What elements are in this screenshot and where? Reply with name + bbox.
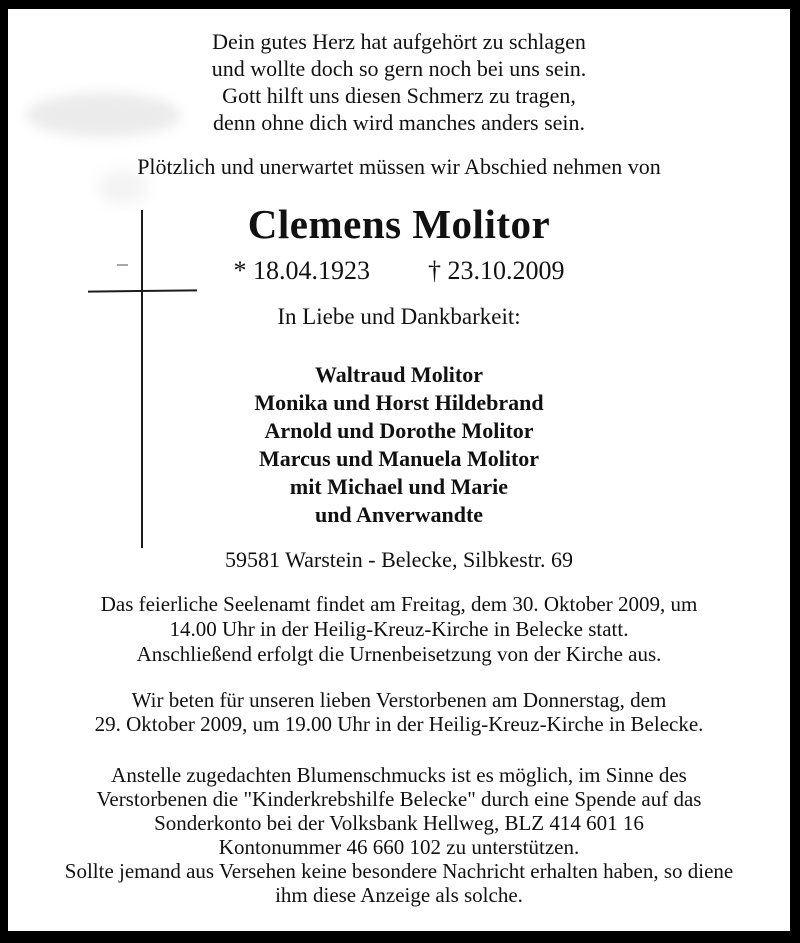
donation-info-line: Verstorbenen die "Kinderkrebshilfe Belecke" durch eine Spende auf das <box>96 787 702 811</box>
mourner-name: Arnold und Dorothe Molitor <box>264 418 534 443</box>
poem-line: Dein gutes Herz hat aufgehört zu schlagen <box>212 29 586 54</box>
service-info-line: 14.00 Uhr in der Heilig-Kreuz-Kirche in Belecke statt. <box>169 617 629 641</box>
poem-line: denn ohne dich wird manches anders sein. <box>212 110 586 135</box>
donation-info-line: Sollte jemand aus Versehen keine besondere Nachricht erhalten haben, so diene <box>64 859 734 883</box>
funeral-service-info <box>8 592 790 667</box>
poem-line: und wollte doch so gern noch bei uns sein. <box>211 56 587 81</box>
donation-info-line: ihm diese Anzeige als solche. <box>275 883 523 907</box>
birth-date: * 18.04.1923 <box>233 256 370 285</box>
prayer-info-line: 29. Oktober 2009, um 19.00 Uhr in der Heilig-Kreuz-Kirche in Belecke. <box>94 712 704 736</box>
notice-content <box>8 28 790 907</box>
donation-info-line: Anstelle zugedachten Blumenschmucks ist es möglich, im Sinne des <box>111 763 687 787</box>
donation-info-line: Sonderkonto bei der Volksbank Hellweg, BLZ 414 601 16 <box>154 811 644 835</box>
family-address: 59581 Warstein - Belecke, Silbkestr. 69 <box>225 547 573 572</box>
mourner-name: Monika und Horst Hildebrand <box>254 390 544 415</box>
salutation: In Liebe und Dankbarkeit: <box>277 304 521 329</box>
prayer-info-line: Wir beten für unseren lieben Verstorbenen am Donnerstag, dem <box>131 688 667 712</box>
prayer-info <box>8 688 790 736</box>
announcement-intro: Plötzlich und unerwartet müssen wir Abschied nehmen von <box>137 154 661 179</box>
scan-dash-artifact <box>117 264 128 266</box>
poem-line: Gott hilft uns diesen Schmerz zu tragen, <box>222 83 576 108</box>
service-info-line: Das feierliche Seelenamt findet am Freitag, dem 30. Oktober 2009, um <box>100 592 698 616</box>
life-dates <box>8 256 790 286</box>
notice-sheet <box>8 9 790 931</box>
mourners-list <box>8 361 790 529</box>
donation-info <box>8 763 790 907</box>
mourner-name: Waltraud Molitor <box>314 362 484 387</box>
cross-vertical-bar <box>141 210 143 548</box>
deceased-name: Clemens Molitor <box>247 201 551 247</box>
mourner-name: Marcus und Manuela Molitor <box>258 446 540 471</box>
donation-info-line: Kontonummer 46 660 102 zu unterstützen. <box>218 835 580 859</box>
mourner-name: und Anverwandte <box>314 502 484 527</box>
mourner-name: mit Michael und Marie <box>289 474 509 499</box>
memorial-poem <box>8 28 790 136</box>
service-info-line: Anschließend erfolgt die Urnenbeisetzung von der Kirche aus. <box>136 642 662 666</box>
death-date: † 23.10.2009 <box>428 256 565 285</box>
